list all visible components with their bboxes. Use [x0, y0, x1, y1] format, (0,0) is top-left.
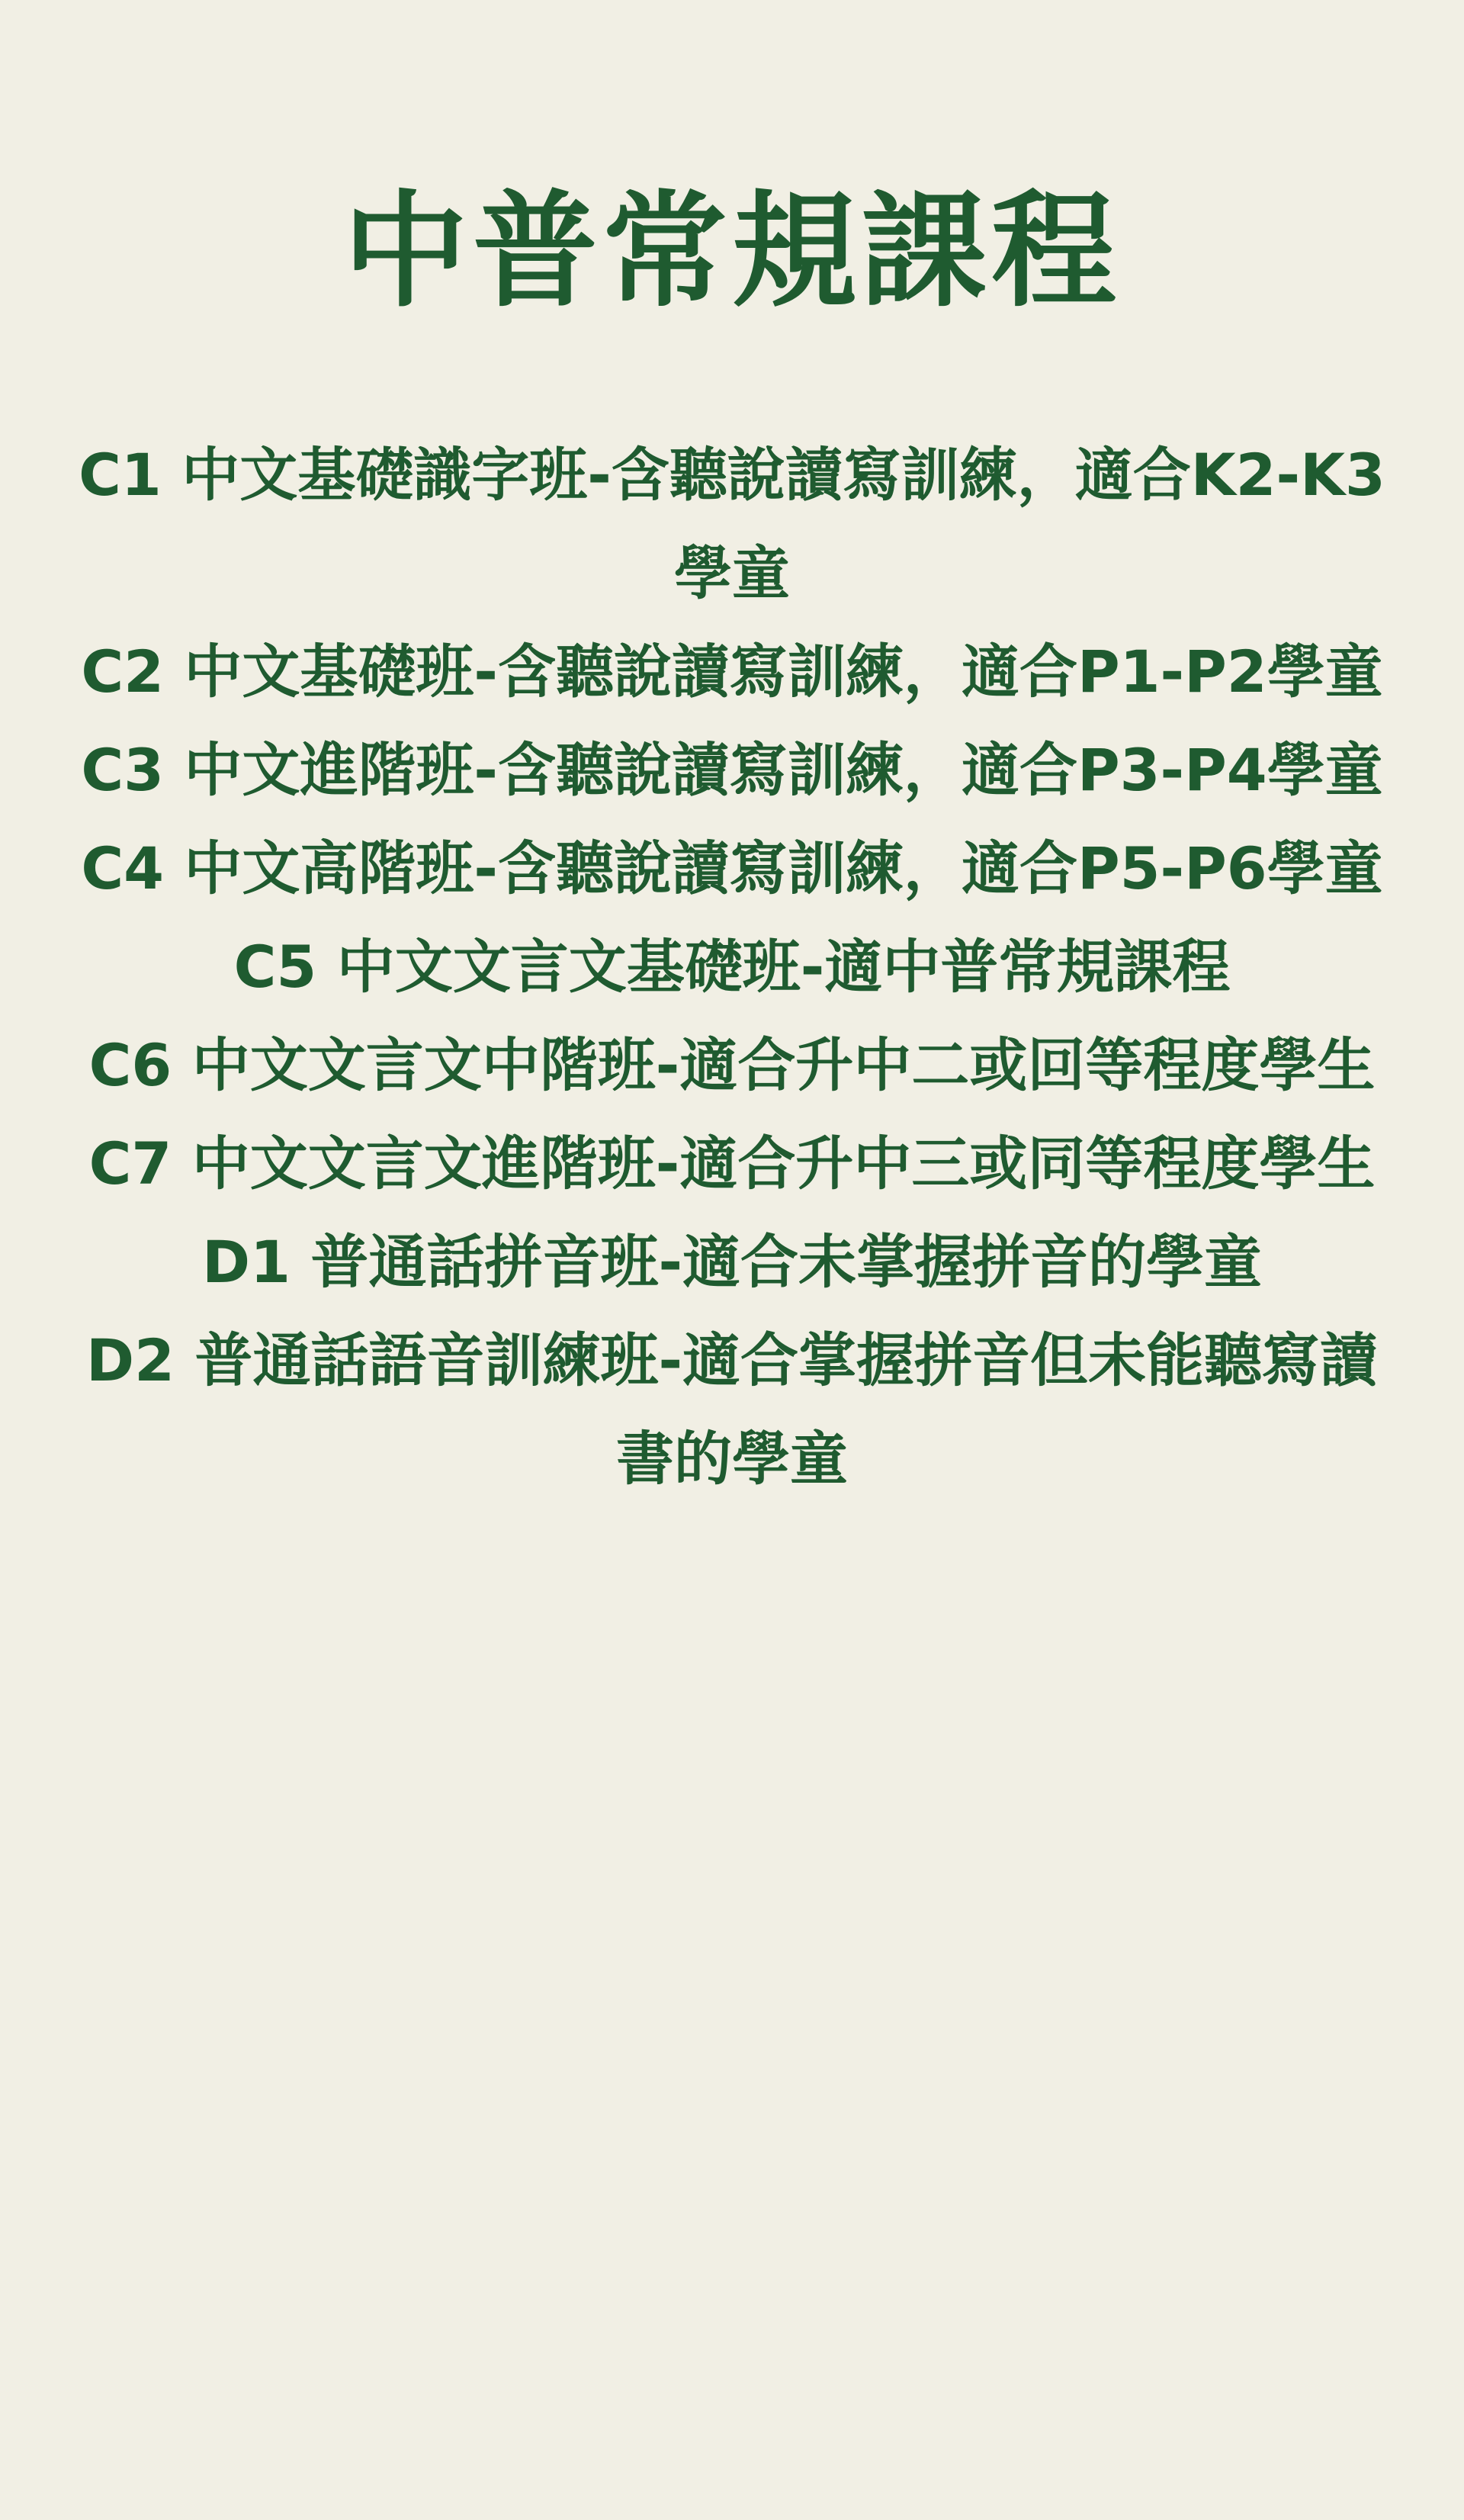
course-item-c4: C4 中文高階班-含聽說讀寫訓練，適合P5-P6學童	[81, 834, 1383, 902]
course-list	[61, 426, 1403, 1508]
course-item-c5: C5 中文文言文基礎班-適中普常規課程	[233, 933, 1231, 1001]
course-item-d1: D1 普通話拼音班-適合未掌握拼音的學童	[202, 1228, 1262, 1296]
course-item-c2: C2 中文基礎班-含聽說讀寫訓練，適合P1-P2學童	[81, 638, 1383, 706]
course-item-c6: C6 中文文言文中階班-適合升中二或回等程度學生	[88, 1031, 1376, 1099]
course-item-c3: C3 中文進階班-含聽說讀寫訓練，適合P3-P4學童	[81, 736, 1383, 804]
course-item-c1: C1 中文基礎識字班-含聽說讀寫訓練，適合K2-K3學童	[79, 441, 1385, 607]
course-item-c7: C7 中文文言文進階班-適合升中三或同等程度學生	[88, 1130, 1376, 1197]
course-item-d2: D2 普通話語音訓練班-適合掌握拼音但未能聽寫讀書的學童	[86, 1326, 1378, 1493]
page-title: 中普常規課程	[342, 178, 1121, 324]
